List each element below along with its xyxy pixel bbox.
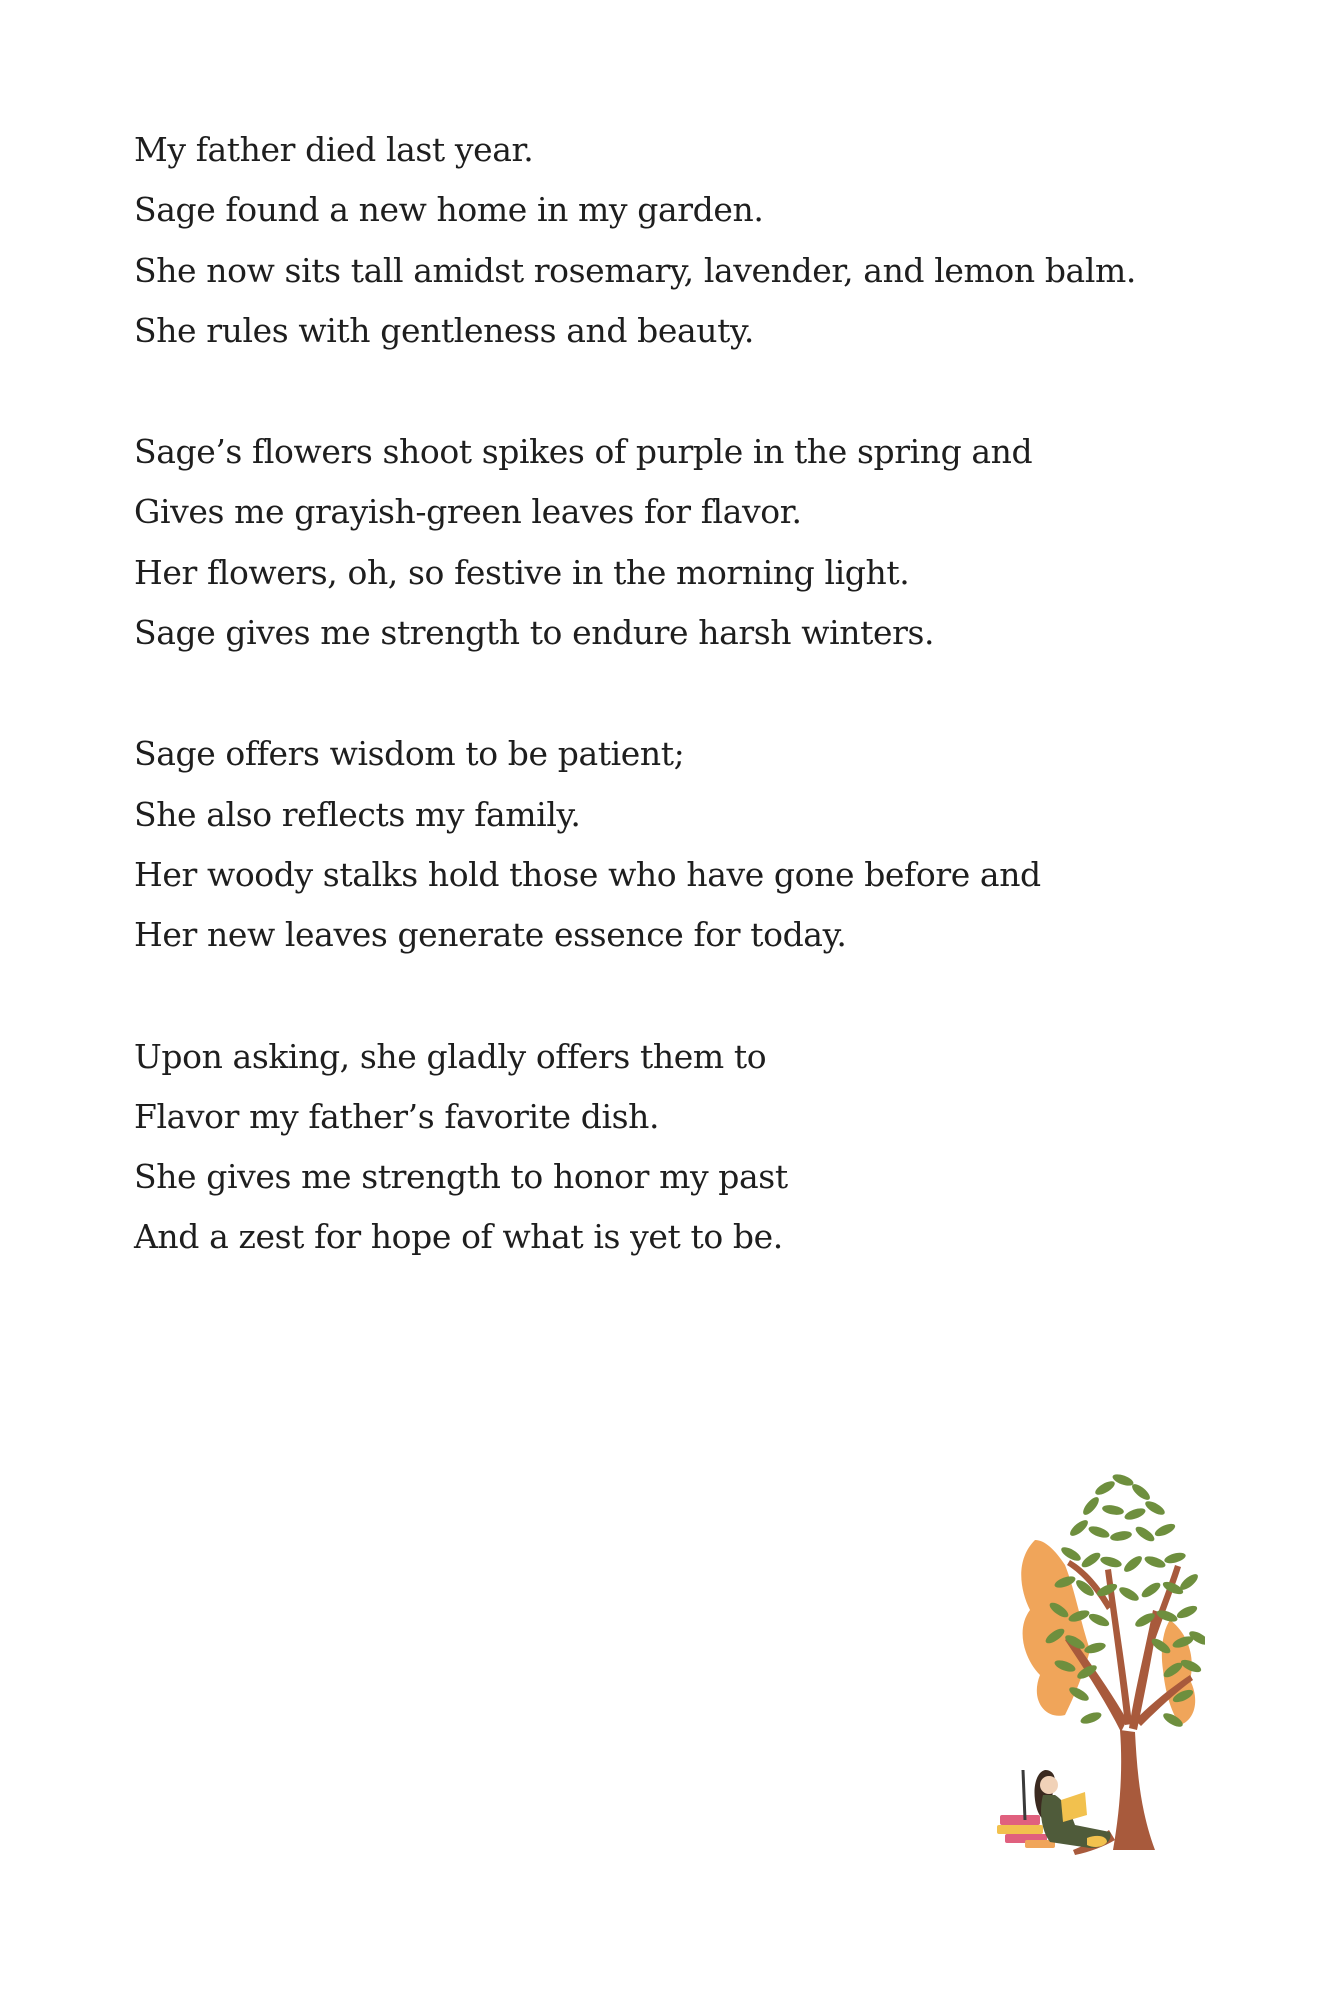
leaf — [1117, 1585, 1141, 1604]
stanza-1 — [134, 120, 1214, 361]
stanza-2 — [134, 422, 1214, 663]
poem-line: Flavor my father’s favorite dish. — [134, 1096, 660, 1136]
leaf — [1079, 1710, 1103, 1726]
poem-line: She now sits tall amidst rosemary, lavender, and lemon balm. — [134, 250, 1136, 290]
leaf — [1080, 1495, 1101, 1518]
leaf — [1101, 1504, 1124, 1517]
poem-line: Sage’s flowers shoot spikes of purple in the spring and — [134, 432, 1033, 472]
poem-line: Upon asking, she gladly offers them to — [134, 1036, 767, 1076]
leaf — [1093, 1479, 1117, 1498]
leaf — [1087, 1611, 1111, 1628]
poem-line: She gives me strength to honor my past — [134, 1157, 788, 1197]
poem-line: Sage gives me strength to endure harsh winters. — [134, 613, 935, 653]
leaf — [1133, 1524, 1156, 1544]
poem-line: She rules with gentleness and beauty. — [134, 310, 754, 350]
poem-line: My father died last year. — [134, 130, 534, 169]
leaf — [1109, 1530, 1132, 1543]
leaf — [1175, 1603, 1199, 1620]
leaf — [1087, 1524, 1111, 1540]
poem-line: She also reflects my family. — [134, 794, 581, 834]
leaf — [1099, 1555, 1123, 1569]
leaf — [1111, 1472, 1135, 1488]
leaf — [1059, 1545, 1083, 1564]
leaf — [1143, 1554, 1167, 1570]
tree-with-reading-girl-icon — [995, 1470, 1205, 1860]
poem-line: Her woody stalks hold those who have gone before and — [134, 854, 1041, 894]
stanza-4 — [134, 1027, 1214, 1268]
poem-line: And a zest for hope of what is yet to be. — [134, 1217, 783, 1257]
leaf — [1079, 1550, 1102, 1570]
poem-line: Sage found a new home in my garden. — [134, 190, 764, 230]
leaf — [1130, 1481, 1153, 1502]
poem-line: Her flowers, oh, so festive in the morning light. — [134, 552, 910, 592]
leaf — [1139, 1580, 1162, 1600]
leaf — [1068, 1517, 1091, 1538]
leaf — [1122, 1553, 1145, 1574]
poem-line: Gives me grayish-green leaves for flavor. — [134, 492, 802, 532]
leaf — [1153, 1521, 1177, 1538]
poem-line: Sage offers wisdom to be patient; — [134, 734, 685, 774]
leaf — [1178, 1571, 1201, 1592]
poem-line: Her new leaves generate essence for today. — [134, 915, 847, 955]
leaf — [1143, 1499, 1167, 1518]
leaf — [1163, 1551, 1187, 1565]
poem — [134, 120, 1214, 1329]
leaf — [1123, 1506, 1147, 1522]
stanza-3 — [134, 724, 1214, 965]
